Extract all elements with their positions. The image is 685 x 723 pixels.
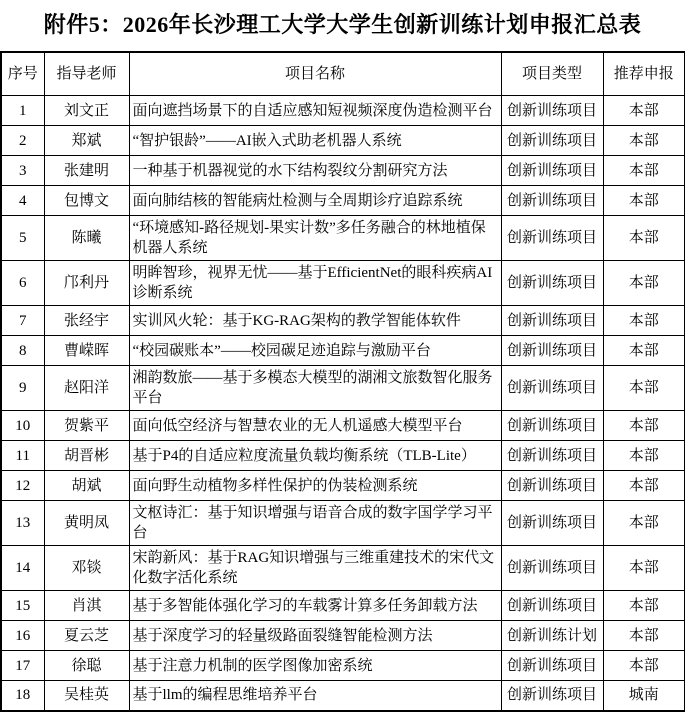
cell-recommended-campus: 本部 [603,471,685,501]
cell-recommended-campus: 本部 [603,216,685,261]
table-row [1,126,685,156]
table-header-row [1,52,685,96]
cell-project-type: 创新训练项目 [501,411,603,441]
cell-advisor-name: 刘文正 [44,96,129,126]
cell-serial-number: 4 [1,186,44,216]
cell-recommended-campus: 本部 [603,156,685,186]
cell-serial-number: 3 [1,156,44,186]
cell-recommended-campus: 本部 [603,96,685,126]
cell-recommended-campus: 本部 [603,126,685,156]
cell-advisor-name: 胡斌 [44,471,129,501]
cell-advisor-name: 赵阳洋 [44,366,129,411]
table-row [1,681,685,711]
cell-project-type: 创新训练计划 [501,621,603,651]
cell-project-type: 创新训练项目 [501,366,603,411]
cell-recommended-campus: 本部 [603,441,685,471]
cell-serial-number: 17 [1,651,44,681]
cell-advisor-name: 邝利丹 [44,261,129,306]
cell-serial-number: 8 [1,336,44,366]
cell-project-name: 基于llm的编程思维培养平台 [129,681,501,711]
cell-recommended-campus: 城南 [603,681,685,711]
cell-serial-number: 5 [1,216,44,261]
cell-recommended-campus: 本部 [603,501,685,546]
cell-project-name: 明眸智珍，视界无忧——基于EfficientNet的眼科疾病AI诊断系统 [129,261,501,306]
cell-project-type: 创新训练项目 [501,651,603,681]
cell-serial-number: 13 [1,501,44,546]
page-title: 附件5：2026年长沙理工大学大学生创新训练计划申报汇总表 [43,12,642,37]
cell-project-name: 实训风火轮：基于KG-RAG架构的教学智能体软件 [129,306,501,336]
cell-advisor-name: 包博文 [44,186,129,216]
col-header-type: 项目类型 [501,52,603,96]
cell-serial-number: 7 [1,306,44,336]
table-row [1,216,685,261]
cell-project-name: 面向野生动植物多样性保护的伪装检测系统 [129,471,501,501]
table-row [1,471,685,501]
cell-serial-number: 9 [1,366,44,411]
cell-advisor-name: 胡晋彬 [44,441,129,471]
cell-project-type: 创新训练项目 [501,591,603,621]
summary-table [0,51,685,712]
cell-serial-number: 10 [1,411,44,441]
cell-project-type: 创新训练项目 [501,261,603,306]
table-row [1,651,685,681]
cell-project-name: 基于多智能体强化学习的车载雾计算多任务卸载方法 [129,591,501,621]
col-header-no: 序号 [1,52,44,96]
cell-advisor-name: 张经宇 [44,306,129,336]
table-row [1,366,685,411]
cell-recommended-campus: 本部 [603,591,685,621]
cell-project-name: 文枢诗汇：基于知识增强与语音合成的数字国学学习平台 [129,501,501,546]
table-row [1,306,685,336]
cell-advisor-name: 邓锬 [44,546,129,591]
cell-recommended-campus: 本部 [603,261,685,306]
cell-serial-number: 11 [1,441,44,471]
cell-project-type: 创新训练项目 [501,156,603,186]
cell-project-type: 创新训练项目 [501,681,603,711]
cell-project-type: 创新训练项目 [501,186,603,216]
table-row [1,441,685,471]
col-header-advisor: 指导老师 [44,52,129,96]
cell-serial-number: 16 [1,621,44,651]
table-row [1,411,685,441]
cell-project-name: 基于P4的自适应粒度流量负载均衡系统（TLB-Lite） [129,441,501,471]
cell-project-type: 创新训练项目 [501,216,603,261]
table-row [1,336,685,366]
cell-project-name: 面向肺结核的智能病灶检测与全周期诊疗追踪系统 [129,186,501,216]
cell-advisor-name: 吴桂英 [44,681,129,711]
cell-serial-number: 2 [1,126,44,156]
cell-project-name: “校园碳账本”——校园碳足迹追踪与激励平台 [129,336,501,366]
table-row [1,501,685,546]
cell-advisor-name: 贺紫平 [44,411,129,441]
table-row [1,156,685,186]
cell-advisor-name: 张建明 [44,156,129,186]
cell-project-name: 面向低空经济与智慧农业的无人机遥感大模型平台 [129,411,501,441]
cell-project-name: 一种基于机器视觉的水下结构裂纹分割研究方法 [129,156,501,186]
cell-project-name: 宋韵新风：基于RAG知识增强与三维重建技术的宋代文化数字活化系统 [129,546,501,591]
cell-project-name: “环境感知-路径规划-果实计数”多任务融合的林地植保机器人系统 [129,216,501,261]
col-header-campus: 推荐申报 [603,52,685,96]
cell-serial-number: 15 [1,591,44,621]
cell-project-type: 创新训练项目 [501,336,603,366]
cell-recommended-campus: 本部 [603,186,685,216]
cell-recommended-campus: 本部 [603,621,685,651]
cell-recommended-campus: 本部 [603,366,685,411]
cell-serial-number: 6 [1,261,44,306]
cell-project-type: 创新训练项目 [501,501,603,546]
cell-project-name: 基于注意力机制的医学图像加密系统 [129,651,501,681]
col-header-project: 项目名称 [129,52,501,96]
cell-recommended-campus: 本部 [603,336,685,366]
cell-advisor-name: 肖淇 [44,591,129,621]
cell-project-name: 基于深度学习的轻量级路面裂缝智能检测方法 [129,621,501,651]
cell-recommended-campus: 本部 [603,306,685,336]
table-row [1,261,685,306]
cell-serial-number: 12 [1,471,44,501]
cell-advisor-name: 夏云芝 [44,621,129,651]
cell-recommended-campus: 本部 [603,651,685,681]
cell-advisor-name: 曹嵘晖 [44,336,129,366]
cell-advisor-name: 陈曦 [44,216,129,261]
cell-advisor-name: 郑斌 [44,126,129,156]
cell-project-type: 创新训练项目 [501,306,603,336]
cell-project-type: 创新训练项目 [501,546,603,591]
cell-recommended-campus: 本部 [603,546,685,591]
cell-advisor-name: 徐聪 [44,651,129,681]
cell-project-type: 创新训练项目 [501,126,603,156]
table-row [1,186,685,216]
cell-project-type: 创新训练项目 [501,96,603,126]
cell-recommended-campus: 本部 [603,411,685,441]
cell-serial-number: 1 [1,96,44,126]
cell-serial-number: 18 [1,681,44,711]
table-row [1,96,685,126]
cell-advisor-name: 黄明凤 [44,501,129,546]
cell-project-type: 创新训练项目 [501,441,603,471]
table-row [1,621,685,651]
cell-project-name: 面向遮挡场景下的自适应感知短视频深度伪造检测平台 [129,96,501,126]
cell-serial-number: 14 [1,546,44,591]
cell-project-name: 湘韵数旅——基于多模态大模型的湖湘文旅数智化服务平台 [129,366,501,411]
cell-project-type: 创新训练项目 [501,471,603,501]
table-row [1,546,685,591]
table-row [1,591,685,621]
cell-project-name: “智护银龄”——AI嵌入式助老机器人系统 [129,126,501,156]
